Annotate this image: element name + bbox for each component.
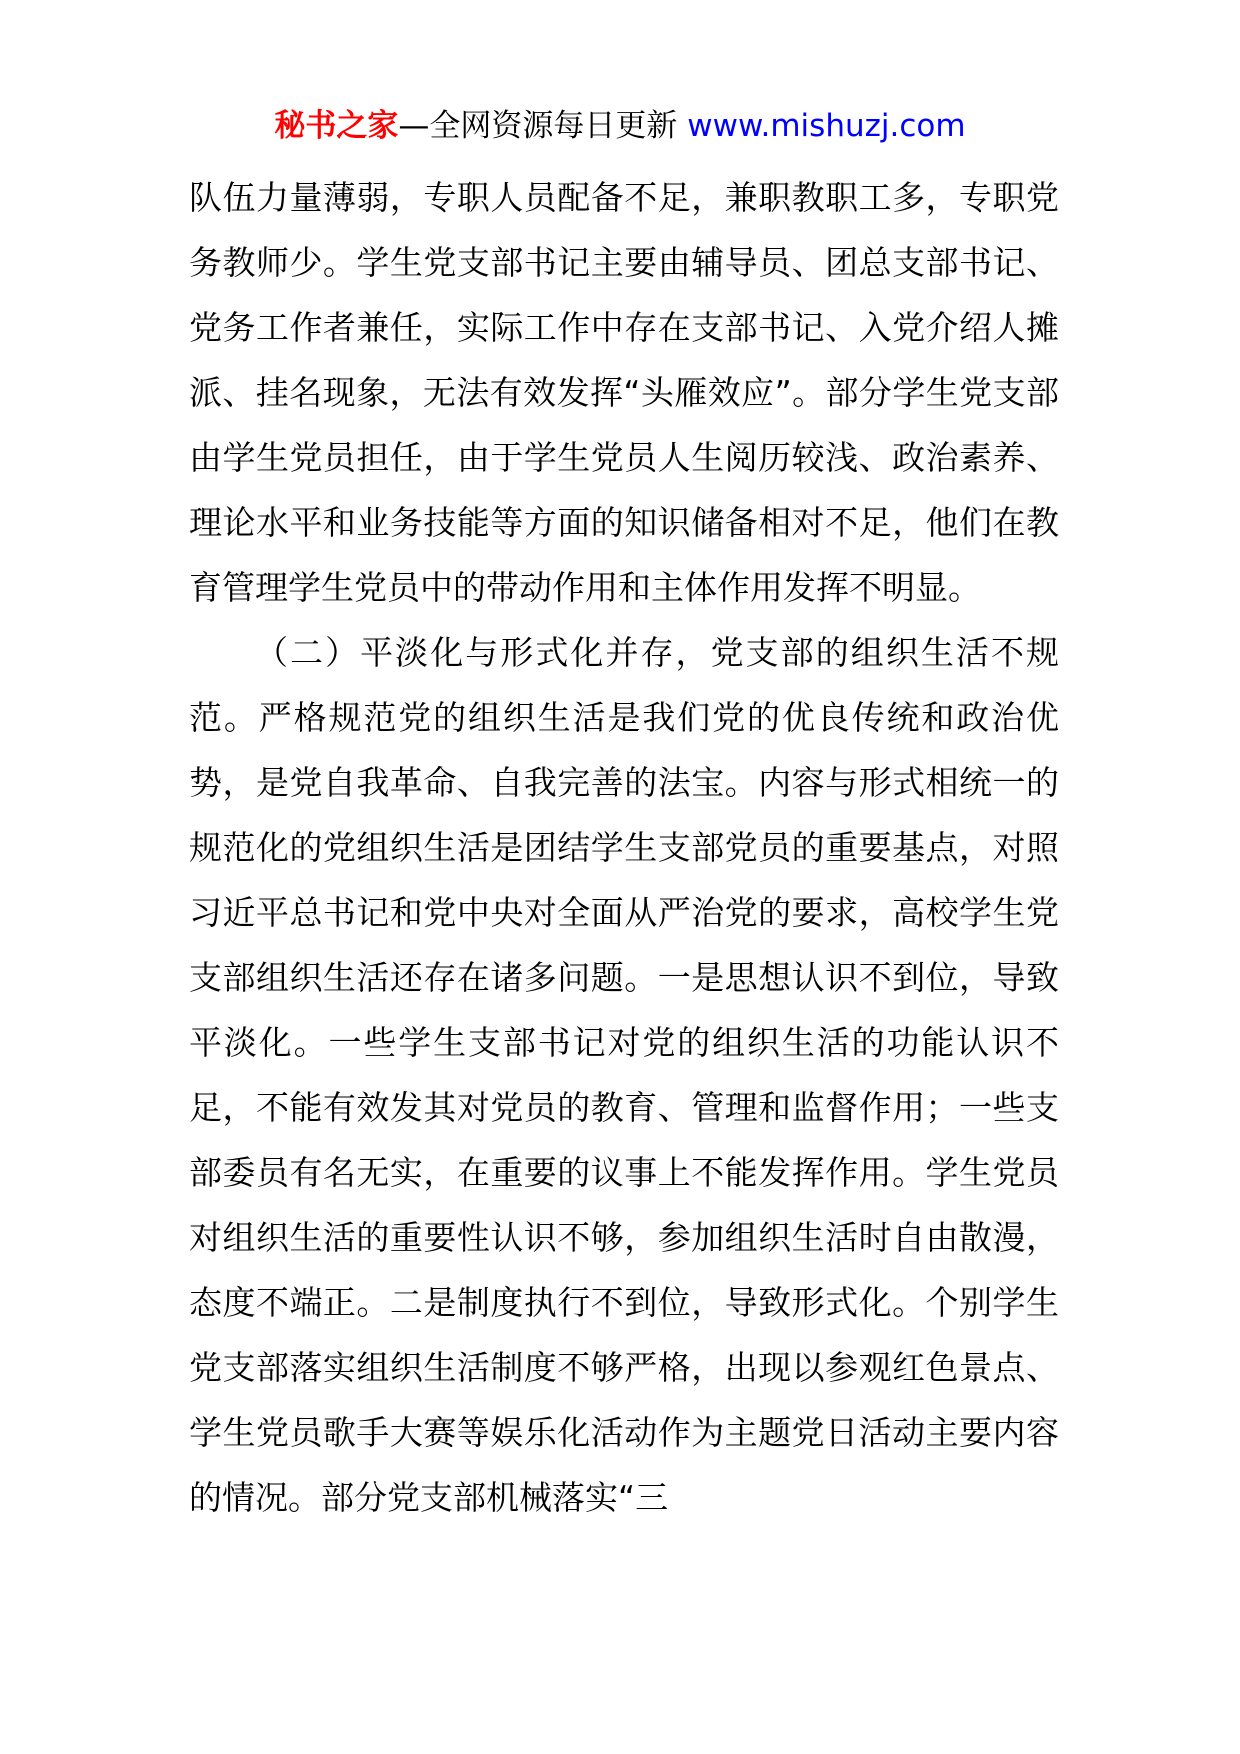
header-tagline: —全网资源每日更新: [398, 108, 688, 144]
document-body: [189, 165, 1059, 1530]
page-header: [0, 104, 1240, 148]
header-url-link[interactable]: www.mishuzj.com: [687, 108, 966, 144]
header-brand: 秘书之家: [274, 108, 399, 144]
paragraph-continued: 队伍力量薄弱，专职人员配备不足，兼职教职工多，专职党务教师少。学生党支部书记主要由辅导员、团总支部书记、党务工作者兼任，实际工作中存在支部书记、入党介绍人摊派、挂名现象，无法有效发挥“头雁效应”。部分学生党支部由学生党员担任，由于学生党员人生阅历较浅、政治素养、理论水平和业务技能等方面的知识储备相对不足，他们在教育管理学生党员中的带动作用和主体作用发挥不明显。: [189, 178, 1059, 607]
paragraph-section-two: （二）平淡化与形式化并存，党支部的组织生活不规范。严格规范党的组织生活是我们党的优良传统和政治优势，是党自我革命、自我完善的法宝。内容与形式相统一的规范化的党组织生活是团结学生支部党员的重要基点，对照习近平总书记和党中央对全面从严治党的要求，高校学生党支部组织生活还存在诸多问题。一是思想认识不到位，导致平淡化。一些学生支部书记对党的组织生活的功能认识不足，不能有效发其对党员的教育、管理和监督作用；一些支部委员有名无实，在重要的议事上不能发挥作用。学生党员对组织生活的重要性认识不够，参加组织生活时自由散漫，态度不端正。二是制度执行不到位，导致形式化。个别学生党支部落实组织生活制度不够严格，出现以参观红色景点、学生党员歌手大赛等娱乐化活动作为主题党日活动主要内容的情况。部分党支部机械落实“三: [189, 633, 1059, 1517]
